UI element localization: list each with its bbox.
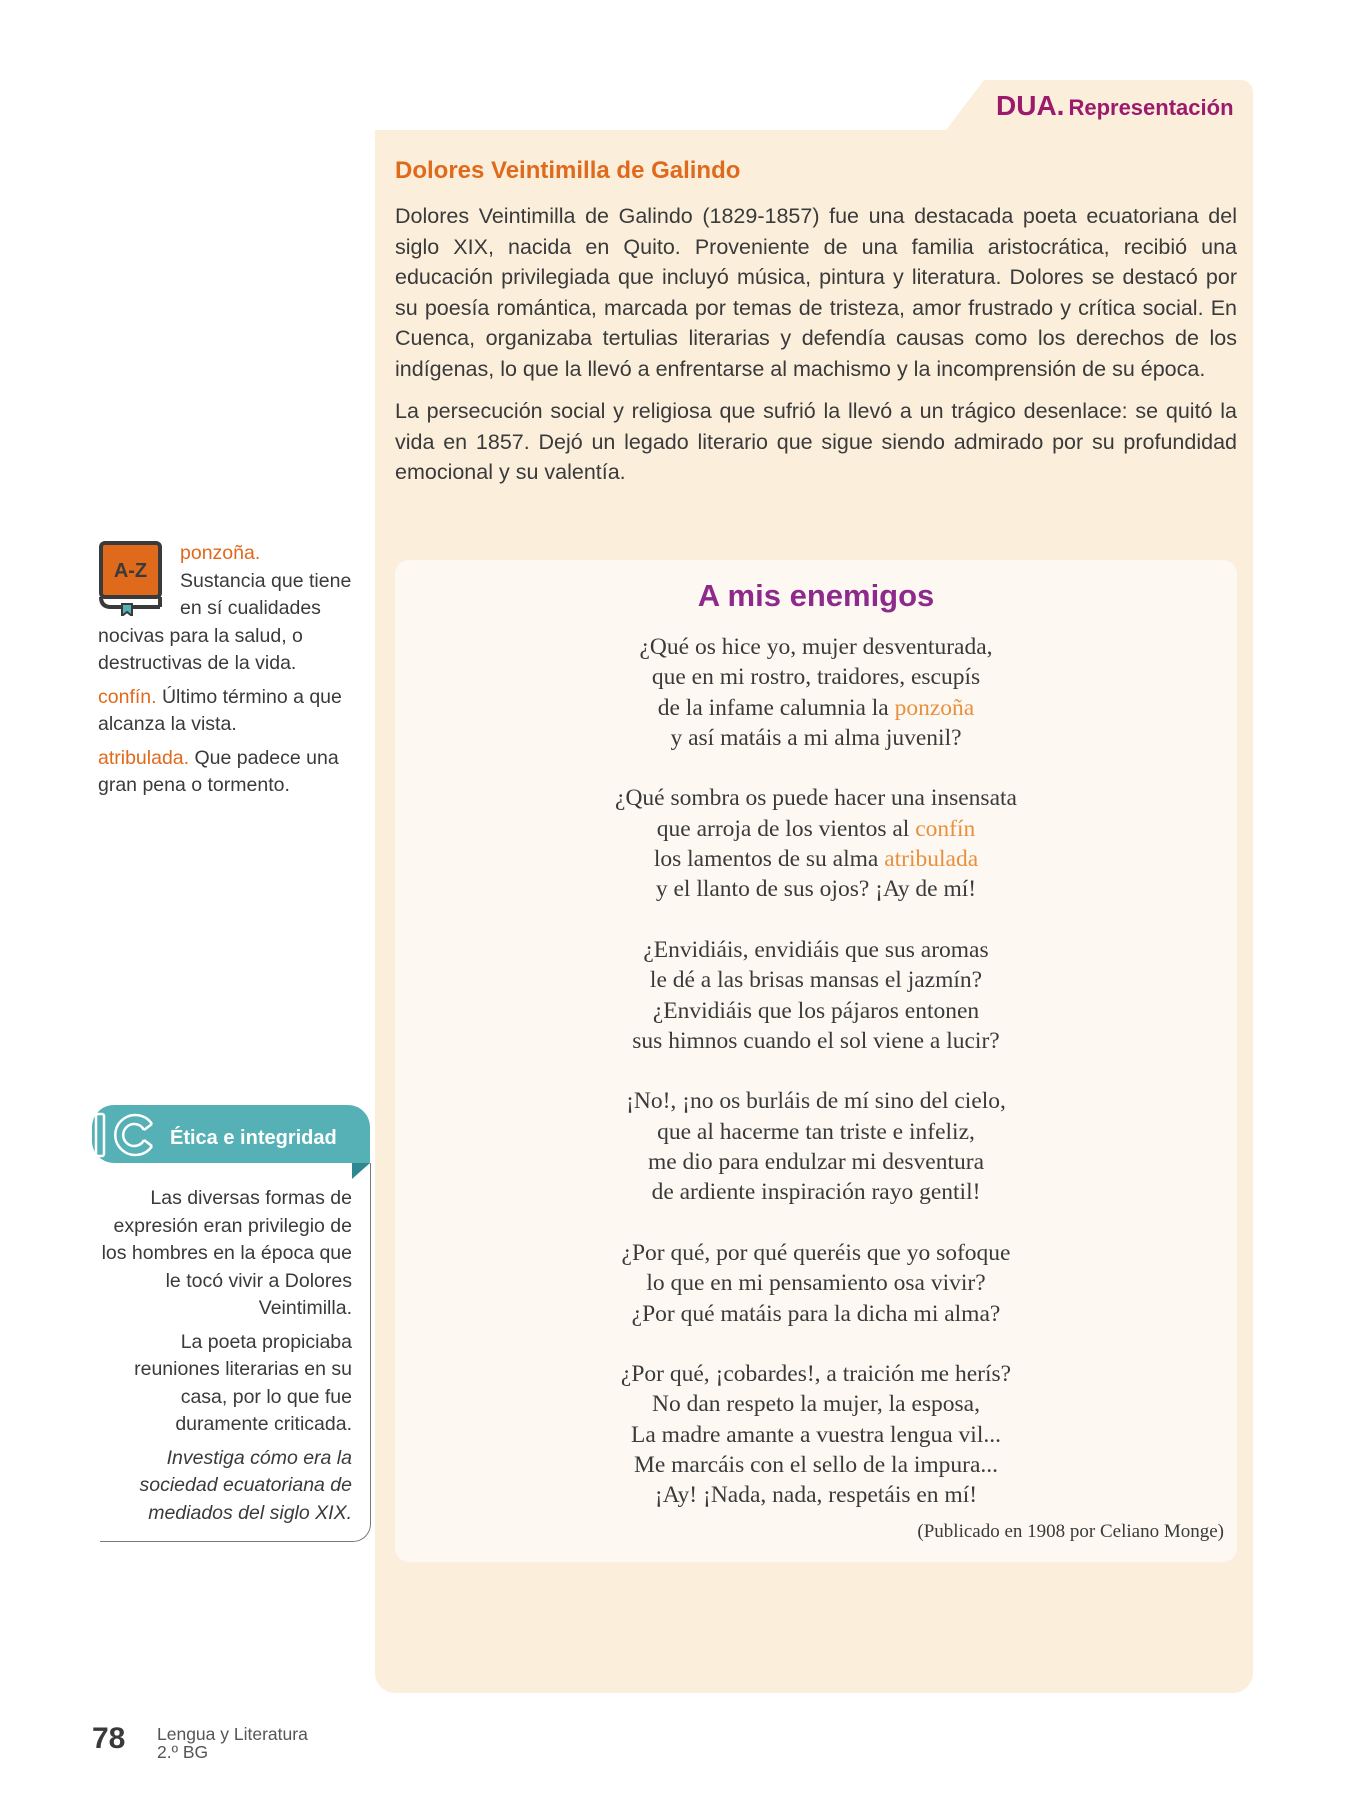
ethics-box xyxy=(100,1163,371,1542)
glossary-entry xyxy=(98,684,360,739)
poem-body xyxy=(395,632,1237,1511)
footer-grade: 2.º BG xyxy=(157,1742,209,1762)
poem-line: que al hacerme tan triste e infeliz, xyxy=(657,1118,975,1145)
poem-line: ¿Por qué matáis para la dicha mi alma? xyxy=(631,1300,1001,1327)
dua-strong: DUA. xyxy=(996,90,1065,121)
glossary-entry xyxy=(98,540,360,678)
gloss-word-atribulada: atribulada xyxy=(884,846,979,873)
footer-text xyxy=(157,1725,308,1761)
ethics-paragraph: Las diversas formas de expresión eran privilegio de los hombres en la época que le tocó vivir a Dolores Veintimilla. xyxy=(101,1187,352,1319)
poem-line: ¿Envidiáis que los pájaros entonen xyxy=(652,997,980,1024)
poem-line: No dan respeto la mujer, la esposa, xyxy=(652,1391,980,1418)
poem-line: de ardiente inspiración rayo gentil! xyxy=(651,1179,981,1206)
poem-line: La madre amante a vuestra lengua vil... xyxy=(631,1421,1001,1448)
glossary-term: ponzoña. xyxy=(180,542,261,564)
ethics-task: Investiga cómo era la sociedad ecuatoriana de mediados del siglo XIX. xyxy=(139,1446,352,1524)
poem-line: ¿Qué sombra os puede hacer una insensata xyxy=(615,785,1017,812)
ethics-title: Ética e integridad xyxy=(170,1127,337,1149)
poem-line xyxy=(395,693,1237,723)
poem-line: ¡No!, ¡no os burláis de mí sino del cielo, xyxy=(626,1088,1006,1115)
ic-logo-icon xyxy=(92,1110,162,1160)
bio-title: Dolores Veintimilla de Galindo xyxy=(395,157,741,184)
poem-stanza xyxy=(395,1238,1237,1329)
poem-line-text: que arroja de los vientos al xyxy=(656,815,916,842)
poem-line: me dio para endulzar mi desventura xyxy=(647,1149,985,1176)
page-number: 78 xyxy=(92,1722,126,1755)
poem-line: ¡Ay! ¡Nada, nada, respetáis en mí! xyxy=(654,1482,978,1509)
ethics-paragraph: La poeta propiciaba reuniones literarias en su casa, por lo que fue duramente criticada. xyxy=(134,1330,352,1435)
poem-line: ¿Por qué, ¡cobardes!, a traición me herís? xyxy=(620,1361,1012,1388)
poem-stanza xyxy=(395,783,1237,904)
footer-subject: Lengua y Literatura xyxy=(157,1724,308,1744)
poem-title: A mis enemigos xyxy=(697,578,935,613)
glossary-term: atribulada. xyxy=(98,746,190,769)
bio-paragraph: La persecución social y religiosa que sufrió la llevó a un trágico desenlace: se quitó la vida en 1857. Dejó un legado literario que sigue siendo admirado por su profundidad emocional y su valentía. xyxy=(395,399,1237,484)
az-label: A-Z xyxy=(113,560,148,582)
glossary-entry xyxy=(98,745,360,800)
poem-line: ¿Envidiáis, envidiáis que sus aromas xyxy=(643,936,989,963)
poem-line xyxy=(395,814,1237,844)
poem-stanza xyxy=(395,1359,1237,1510)
gloss-word-ponzona: ponzoña xyxy=(894,694,975,721)
glossary xyxy=(98,540,360,806)
glossary-term: confín. xyxy=(98,685,157,708)
poem-stanza xyxy=(395,632,1237,753)
poem-stanza xyxy=(395,1086,1237,1207)
glossary-definition: Último término a que alcanza la vista. xyxy=(98,685,342,735)
poem-line: Me marcáis con el sello de la impura... xyxy=(633,1452,999,1479)
bio-paragraph: Dolores Veintimilla de Galindo (1829-1857) fue una destacada poeta ecuatoriana del siglo XIX, nacida en Quito. Proveniente de una familia aristocrática, recibió una educación privilegiada que incluyó música, pintura y literatura. Dolores se destacó por su poesía romántica, marcada por temas de tristeza, amor frustrado y crítica social. En Cuenca, organizaba tertulias literarias y defendía causas como los derechos de los indígenas, lo que la llevó a enfrentarse al machismo y la incomprensión de su época. xyxy=(395,204,1237,381)
bio-text xyxy=(395,201,1237,500)
poem-line: lo que en mi pensamiento osa vivir? xyxy=(646,1270,986,1297)
gloss-word-confin: confín xyxy=(915,815,976,842)
poem-line: ¿Qué os hice yo, mujer desventurada, xyxy=(639,634,993,660)
glossary-definition: Que padece una gran pena o tormento. xyxy=(98,746,339,796)
poem-line: y el llanto de sus ojos? ¡Ay de mí! xyxy=(655,876,977,903)
poem-line: que en mi rostro, traidores, escupís xyxy=(651,664,981,691)
glossary-definition: Sustancia que tiene en sí cualidades nocivas para la salud, o destructivas de la vida. xyxy=(98,569,352,674)
dua-label xyxy=(996,90,1234,122)
poem-credit: (Publicado en 1908 por Celiano Monge) xyxy=(917,1521,1224,1542)
poem-line-text: los lamentos de su alma xyxy=(653,846,885,873)
poem-line: sus himnos cuando el sol viene a lucir? xyxy=(632,1027,1000,1054)
poem-line xyxy=(395,844,1237,874)
dua-sub: Representación xyxy=(1068,95,1234,120)
poem-stanza xyxy=(395,935,1237,1056)
poem-line: y así matáis a mi alma juvenil? xyxy=(670,724,962,751)
poem-line: ¿Por qué, por qué queréis que yo sofoque xyxy=(621,1239,1011,1266)
poem-line: le dé a las brisas mansas el jazmín? xyxy=(649,967,983,994)
poem-line-text: de la infame calumnia la xyxy=(657,694,895,721)
